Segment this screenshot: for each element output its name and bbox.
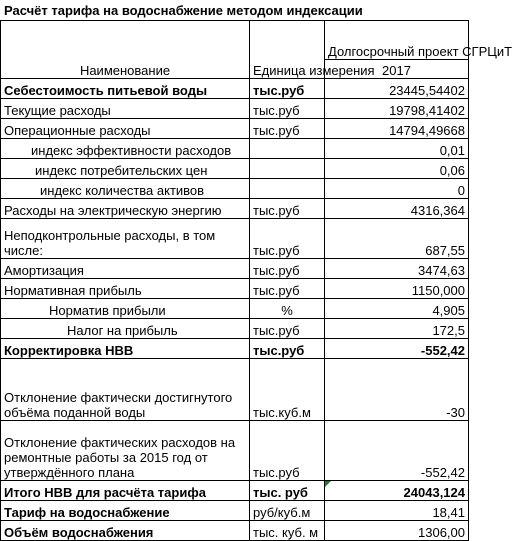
row-unit[interactable]: тыс.руб [250,319,325,339]
row-value[interactable]: 0 [325,179,469,199]
row-unit[interactable]: тыс.руб [250,199,325,219]
table-row [1,279,469,299]
row-name[interactable]: Налог на прибыль [1,319,250,339]
row-name[interactable]: Отклонение фактических расходов на ремонтные работы за 2015 год от утверждённого плана [1,421,250,481]
row-unit[interactable] [250,139,325,159]
table-row [1,299,469,319]
row-value[interactable]: -552,42 [325,339,469,359]
row-unit[interactable]: тыс.руб [250,339,325,359]
table-row [1,481,469,501]
row-unit[interactable]: тыс.руб [250,259,325,279]
row-unit[interactable]: тыс.руб [250,219,325,259]
row-unit[interactable]: тыс.руб [250,99,325,119]
row-value[interactable]: 3474,63 [325,259,469,279]
row-unit[interactable]: тыс. руб [250,481,325,501]
table-row [1,79,469,99]
table-row [1,119,469,139]
row-unit[interactable] [250,179,325,199]
header-row [1,21,469,60]
row-name[interactable]: Расходы на электрическую энергию [1,199,250,219]
table-row [1,339,469,359]
row-value[interactable]: 23445,54402 [325,79,469,99]
row-name[interactable]: Норматив прибыли [1,299,250,319]
row-name[interactable]: Текущие расходы [1,99,250,119]
row-name[interactable]: индекс потребительских цен [1,159,250,179]
row-unit[interactable]: тыс.руб [250,421,325,481]
row-value[interactable]: 687,55 [325,219,469,259]
table-row [1,179,469,199]
row-value[interactable]: 1150,000 [325,279,469,299]
row-value[interactable]: 14794,49668 [325,119,469,139]
table-row [1,139,469,159]
table-row [1,99,469,119]
row-name[interactable]: Себестоимость питьевой воды [1,79,250,99]
row-value[interactable]: 19798,41402 [325,99,469,119]
row-unit[interactable]: тыс.руб [250,119,325,139]
row-unit[interactable]: тыс.руб [250,79,325,99]
row-name[interactable]: индекс эффективности расходов [1,139,250,159]
table-row [1,521,469,541]
row-unit[interactable]: тыс. куб. м [250,521,325,541]
row-name[interactable]: Тариф на водоснабжение [1,501,250,521]
row-unit[interactable]: тыс.руб [250,279,325,299]
table-row [1,219,469,259]
row-name[interactable]: Объём водоснабжения [1,521,250,541]
header-name[interactable]: Наименование [1,21,250,79]
table-row [1,359,469,421]
row-value[interactable]: 1306,00 [325,521,469,541]
sheet-title: Расчёт тарифа на водоснабжение методом индексации [4,3,363,18]
row-value[interactable]: 0,01 [325,139,469,159]
row-value[interactable]: 18,41 [325,501,469,521]
header-unit[interactable]: Единица измерения [250,21,325,79]
row-value[interactable]: 24043,124 [325,481,469,501]
row-value[interactable]: 172,5 [325,319,469,339]
row-value[interactable]: 4,905 [325,299,469,319]
row-value[interactable]: -30 [325,359,469,421]
header-project[interactable]: Долгосрочный проект СГРЦиТ [325,21,469,60]
table-row [1,421,469,481]
table-row [1,259,469,279]
row-name[interactable]: Итого НВВ для расчёта тарифа [1,481,250,501]
table-row [1,199,469,219]
row-value[interactable]: -552,42 [325,421,469,481]
row-name[interactable]: Амортизация [1,259,250,279]
tariff-table [0,20,512,541]
table-row [1,319,469,339]
row-name[interactable]: Нормативная прибыль [1,279,250,299]
row-name[interactable]: индекс количества активов [1,179,250,199]
header-year[interactable]: 2017 [325,60,469,79]
table-row [1,501,469,521]
table-row [1,159,469,179]
row-name[interactable]: Неподконтрольные расходы, в том числе: [1,219,250,259]
row-unit[interactable] [250,159,325,179]
row-name[interactable]: Операционные расходы [1,119,250,139]
row-unit[interactable]: тыс.куб.м [250,359,325,421]
row-value[interactable]: 0,06 [325,159,469,179]
row-value[interactable]: 4316,364 [325,199,469,219]
row-name[interactable]: Корректировка НВВ [1,339,250,359]
row-unit[interactable]: руб/куб.м [250,501,325,521]
row-name[interactable]: Отклонение фактически достигнутого объёма поданной воды [1,359,250,421]
row-unit[interactable]: % [250,299,325,319]
